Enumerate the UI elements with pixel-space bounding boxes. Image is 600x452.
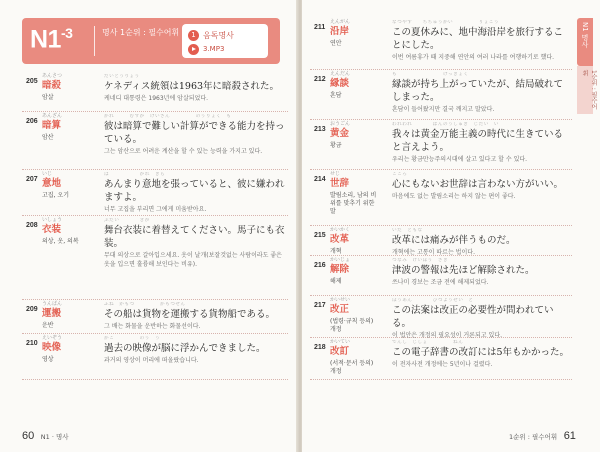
- entry-number: 212: [314, 76, 326, 83]
- headword-reading: いしょう: [42, 217, 63, 223]
- example-furigana: こころ: [392, 172, 408, 177]
- headword-meaning: 고집, 오기: [42, 192, 69, 199]
- example-box: [104, 336, 288, 365]
- entry-number: 207: [26, 176, 38, 183]
- headword: 改正: [330, 304, 350, 315]
- example-furigana: だいとうりょう: [104, 74, 140, 79]
- example-furigana: つなみ けいほう さき: [392, 258, 449, 263]
- example-box: [104, 114, 288, 156]
- headword: 映像: [42, 342, 62, 353]
- example-furigana: でんし じしょ ねん: [392, 340, 464, 345]
- side-strip: [577, 66, 597, 114]
- example-box: [392, 298, 572, 340]
- example-translation: 이번 여름휴가 때 지중해 연안의 여러 나라를 여행하기로 했다.: [392, 54, 555, 61]
- example-sentence: その船は貨物を運搬する貨物船である。: [104, 309, 276, 320]
- example-furigana: われわれ ばんのうしゅぎ じだい い: [392, 122, 499, 127]
- header-divider: [94, 26, 95, 56]
- headword: 世辞: [330, 178, 350, 189]
- example-furigana: は かれ きら: [104, 172, 166, 177]
- right-entry-list: [310, 18, 572, 380]
- example-furigana: ふね かもつ かもつせん: [104, 302, 186, 307]
- headword-meaning: (법령·규칙 등의) 개정: [330, 318, 374, 333]
- headword-meaning: 암산: [42, 134, 54, 141]
- entry-number: 211: [314, 24, 326, 31]
- entry-number: 210: [26, 340, 38, 347]
- chapter-header: [22, 18, 280, 64]
- headword-meaning: 혼담: [330, 92, 342, 99]
- headword-meaning: 암살: [42, 94, 54, 101]
- right-folio-label: 1순위 : 필수어휘: [509, 433, 558, 441]
- headword: 暗算: [42, 120, 62, 131]
- side-tab-label: N1 명사: [581, 22, 589, 48]
- example-box: [104, 302, 288, 331]
- example-furigana: かれ むずか けいさん のうりょく も: [104, 114, 232, 119]
- example-sentence: 舞台衣装に着替えてください。馬子にも衣装。: [104, 225, 285, 249]
- vocab-entry: [310, 296, 572, 338]
- example-sentence: 縁談が持ち上がっていたが、結局破れてしまった。: [392, 79, 564, 103]
- vocab-entry: [22, 170, 288, 216]
- example-translation: 그는 암산으로 어려운 계산을 할 수 있는 능력을 가지고 있다.: [104, 148, 263, 155]
- headword-meaning: 의상, 옷, 의복: [42, 238, 79, 245]
- example-translation: 마음에도 없는 발림소리는 하지 않는 편이 좋다.: [392, 193, 516, 200]
- audio-label: 음독명사: [203, 31, 234, 40]
- example-box: [392, 258, 572, 287]
- vocab-entry: [22, 300, 288, 334]
- example-furigana: かこ のう う: [104, 336, 161, 341]
- headword-reading: おうごん: [330, 121, 351, 127]
- audio-box[interactable]: [182, 24, 268, 58]
- headword-box: [42, 171, 90, 200]
- example-furigana: も けっきょく: [392, 72, 469, 77]
- example-translation: 이 전자사전 개정에는 5년이나 걸렸다.: [392, 361, 493, 368]
- headword-box: [42, 335, 90, 364]
- left-entry-list: [22, 72, 288, 380]
- vocab-entry: [22, 334, 288, 380]
- headword-reading: いじ: [42, 171, 53, 177]
- headword: 意地: [42, 178, 62, 189]
- vocab-entry: [310, 256, 572, 296]
- example-translation: 과거의 영상이 머리에 떠올랐습니다.: [104, 357, 199, 364]
- headword-reading: かいせい: [330, 297, 351, 303]
- example-furigana: ほうあん ひつようせい と: [392, 298, 474, 303]
- headword-reading: かいてい: [330, 339, 351, 345]
- headword: 縁談: [330, 78, 350, 89]
- headword: 黄金: [330, 128, 350, 139]
- example-sentence: 津波の警報は先ほど解除された。: [392, 265, 535, 276]
- example-translation: 우리는 황금만능주의시대에 살고 있다고 할 수 있다.: [392, 156, 528, 163]
- example-translation: 혼담이 들어왔지만 결국 깨지고 말았다.: [392, 106, 495, 113]
- example-sentence: 改革には痛みが伴うものだ。: [392, 235, 516, 246]
- entry-number: 213: [314, 126, 326, 133]
- vocab-entry: [310, 170, 572, 226]
- headword-box: [42, 73, 90, 102]
- example-box: [392, 20, 572, 62]
- headword: 衣装: [42, 224, 62, 235]
- example-sentence: 心にもないお世辞は言わない方がいい。: [392, 179, 564, 190]
- side-tab[interactable]: [577, 18, 593, 66]
- entry-number: 205: [26, 78, 38, 85]
- entry-number: 214: [314, 176, 326, 183]
- example-sentence: あんまり意地を張っていると、彼に嫌われますよ。: [104, 179, 285, 203]
- example-sentence: この法案は改正の必要性が問われている。: [392, 305, 554, 329]
- headword-reading: せじ: [330, 171, 341, 177]
- entry-number: 218: [314, 344, 326, 351]
- headword-box: [330, 71, 378, 100]
- vocab-entry: [310, 70, 572, 120]
- left-folio-label: N1 · 명사: [40, 433, 69, 441]
- headword-meaning: 개혁: [330, 248, 342, 255]
- headword-reading: うんぱん: [42, 301, 63, 307]
- entry-number: 208: [26, 222, 38, 229]
- headword-box: [330, 121, 378, 150]
- example-furigana: ぶたい きが: [104, 218, 150, 223]
- side-strip-label: 1순위 : 필수어휘: [581, 70, 597, 110]
- example-box: [392, 72, 572, 114]
- headword-reading: えんだん: [330, 71, 351, 77]
- vocab-entry: [310, 120, 572, 170]
- audio-number-badge: 1: [188, 30, 199, 41]
- headword: 解除: [330, 264, 350, 275]
- section-title: 명사 1순위 : 필수어휘: [102, 28, 180, 37]
- headword-box: [330, 19, 378, 48]
- headword-reading: あんざん: [42, 113, 63, 119]
- headword-meaning: 발림소리, 남의 비위를 맞추기 위한 말: [330, 192, 377, 215]
- vocab-entry: [22, 72, 288, 112]
- headword: 沿岸: [330, 26, 350, 37]
- headword-box: [330, 227, 378, 256]
- headword: 運搬: [42, 308, 62, 319]
- example-box: [104, 74, 288, 103]
- example-translation: 이 법안은 개정의 필요성이 거론되고 있다.: [392, 332, 502, 339]
- headword: 改革: [330, 234, 350, 245]
- example-sentence: この夏休みに、地中海沿岸を旅行することにした。: [392, 27, 564, 51]
- example-box: [104, 218, 288, 269]
- example-sentence: 彼は暗算で難しい計算ができる能力を持っている。: [104, 121, 285, 145]
- example-sentence: 過去の映像が脳に浮かんできました。: [104, 343, 266, 354]
- headword-box: [330, 339, 378, 376]
- left-folio: [22, 430, 73, 442]
- vocab-entry: [22, 216, 288, 300]
- example-box: [392, 340, 572, 369]
- headword-box: [330, 171, 378, 216]
- headword-box: [42, 217, 90, 246]
- headword-box: [42, 113, 90, 142]
- example-box: [392, 172, 572, 201]
- left-page-number: 60: [22, 430, 35, 442]
- headword-meaning: 영상: [42, 356, 54, 363]
- headword: 暗殺: [42, 80, 62, 91]
- vocab-entry: [310, 18, 572, 70]
- headword-meaning: 운반: [42, 322, 54, 329]
- example-translation: 그 배는 화물을 운반하는 화물선이다.: [104, 323, 201, 330]
- headword: 改訂: [330, 346, 350, 357]
- headword-box: [42, 301, 90, 330]
- example-translation: 쓰나미 경보는 조금 전에 해제되었다.: [392, 279, 489, 286]
- headword-meaning: 해제: [330, 278, 342, 285]
- chapter-code: N1: [30, 25, 61, 54]
- audio-file: 3.MP3: [203, 45, 225, 53]
- example-furigana: なつやす ちちゅうかい りょこう: [392, 20, 499, 25]
- entry-number: 206: [26, 118, 38, 125]
- example-sentence: この電子辞書の改訂には5年もかかった。: [392, 347, 570, 358]
- headword-reading: かいじょ: [330, 257, 351, 263]
- example-sentence: ケネディス統領は1963年に暗殺された。: [104, 81, 280, 92]
- example-box: [104, 172, 288, 214]
- chapter-title: [30, 25, 72, 54]
- headword-box: [330, 297, 378, 334]
- right-page-number: 61: [563, 430, 576, 442]
- example-box: [392, 228, 572, 257]
- headword-reading: かいかく: [330, 227, 351, 233]
- example-sentence: 我々は黄金万能主義の時代に生きていると言えよう。: [392, 129, 564, 153]
- right-folio: [505, 430, 576, 442]
- vocab-entry: [22, 112, 288, 170]
- example-translation: 케네디 대통령은 1963년에 암살되었다.: [104, 95, 209, 102]
- entry-number: 217: [314, 302, 326, 309]
- entry-number: 209: [26, 306, 38, 313]
- headword-reading: えいぞう: [42, 335, 63, 341]
- example-translation: 무대 의상으로 갈아입으세요. 옷이 날개(보잘것없는 사람이라도 좋은 옷을 입으면 훌륭해 보인다는 비유).: [104, 252, 282, 268]
- vocab-entry: [310, 226, 572, 256]
- example-furigana: いた ともな: [392, 228, 423, 233]
- headword-meaning: 연안: [330, 40, 342, 47]
- example-translation: 개혁에는 고통이 따르는 법이다.: [392, 249, 475, 256]
- headword-meaning: 황금: [330, 142, 342, 149]
- entry-number: 216: [314, 262, 326, 269]
- chapter-sup: -3: [60, 25, 73, 41]
- play-icon[interactable]: [188, 44, 199, 55]
- example-translation: 너무 고집을 부리면 그에게 미움받아요.: [104, 206, 207, 213]
- headword-meaning: (서적·문서 등의) 개정: [330, 360, 374, 375]
- headword-reading: あんさつ: [42, 73, 63, 79]
- headword-box: [330, 257, 378, 286]
- entry-number: 215: [314, 232, 326, 239]
- example-box: [392, 122, 572, 164]
- headword-reading: えんがん: [330, 19, 351, 25]
- vocab-entry: [310, 338, 572, 380]
